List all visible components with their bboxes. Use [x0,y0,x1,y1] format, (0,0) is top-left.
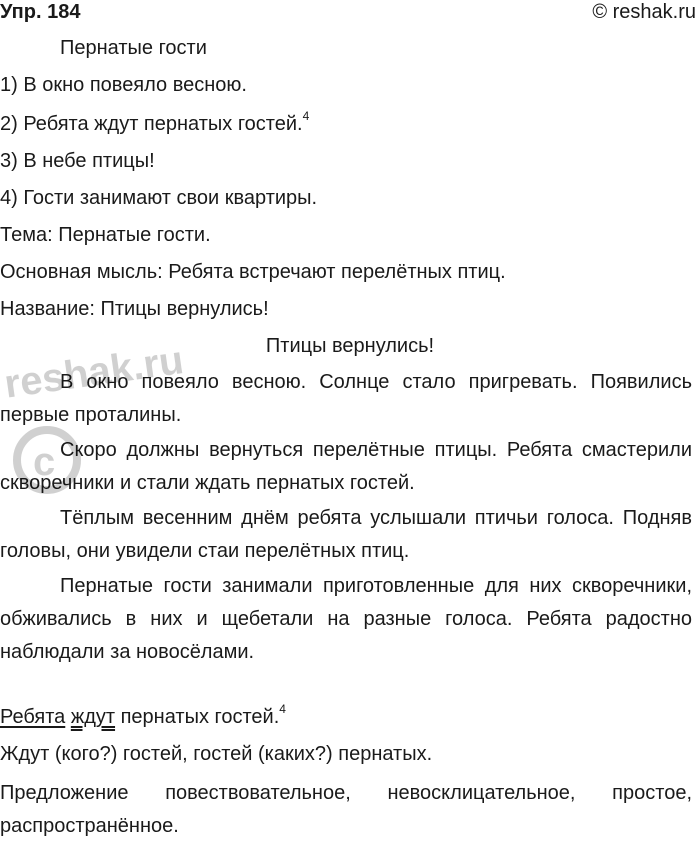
plan-item-3: 3) В небе птицы! [0,150,155,172]
story-paragraph-1: В окно повеяло весною. Солнце стало пригревать. Появились первые проталины. [0,371,692,426]
plan-item-2 [0,109,310,136]
plan-title: Пернатые гости [60,37,207,59]
subject-word: Ребята [0,706,66,728]
word-relations: Ждут (кого?) гостей, гостей (каких?) пернатых. [0,743,433,765]
main-idea-line: Основная мысль: Ребята встречают перелётных птиц. [0,261,506,283]
theme-line: Тема: Пернатые гости. [0,224,211,246]
plan-item-1: 1) В окно повеяло весною. [0,74,247,96]
plan-item-2-sup: 4 [302,109,310,124]
story-paragraph-3: Тёплым весенним днём ребята услышали птичьи голоса. Подняв головы, они увидели стаи перелётных птиц. [0,507,692,562]
story-title: Птицы вернулись! [265,335,435,357]
story-paragraph-4: Пернатые гости занимали приготовленные для них скворечники, обживались в них и щебетали на разные голоса. Ребята радостно наблюдали за новосёлами. [0,575,692,663]
watermark-text: reshak.ru [1,338,187,407]
exercise-number: Упр. 184 [0,1,81,23]
predicate-word: ждут [70,706,116,728]
sentence-characteristic: Предложение повествовательное, невосклицательное, простое, распространённое. [0,782,692,837]
analyzed-sentence [0,702,286,729]
story-paragraph-2: Скоро должны вернуться перелётные птицы. Ребята смастерили скворечники и стали ждать пернатых гостей. [0,439,692,494]
name-line: Название: Птицы вернулись! [0,298,269,320]
analyzed-sentence-sup: 4 [279,702,286,717]
plan-item-4: 4) Гости занимают свои квартиры. [0,187,318,209]
svg-text:c: c [33,440,56,484]
site-credit: © reshak.ru [592,1,696,23]
sentence-rest: пернатых гостей. [115,706,280,728]
plan-item-2-text: 2) Ребята ждут пернатых гостей. [0,113,303,135]
